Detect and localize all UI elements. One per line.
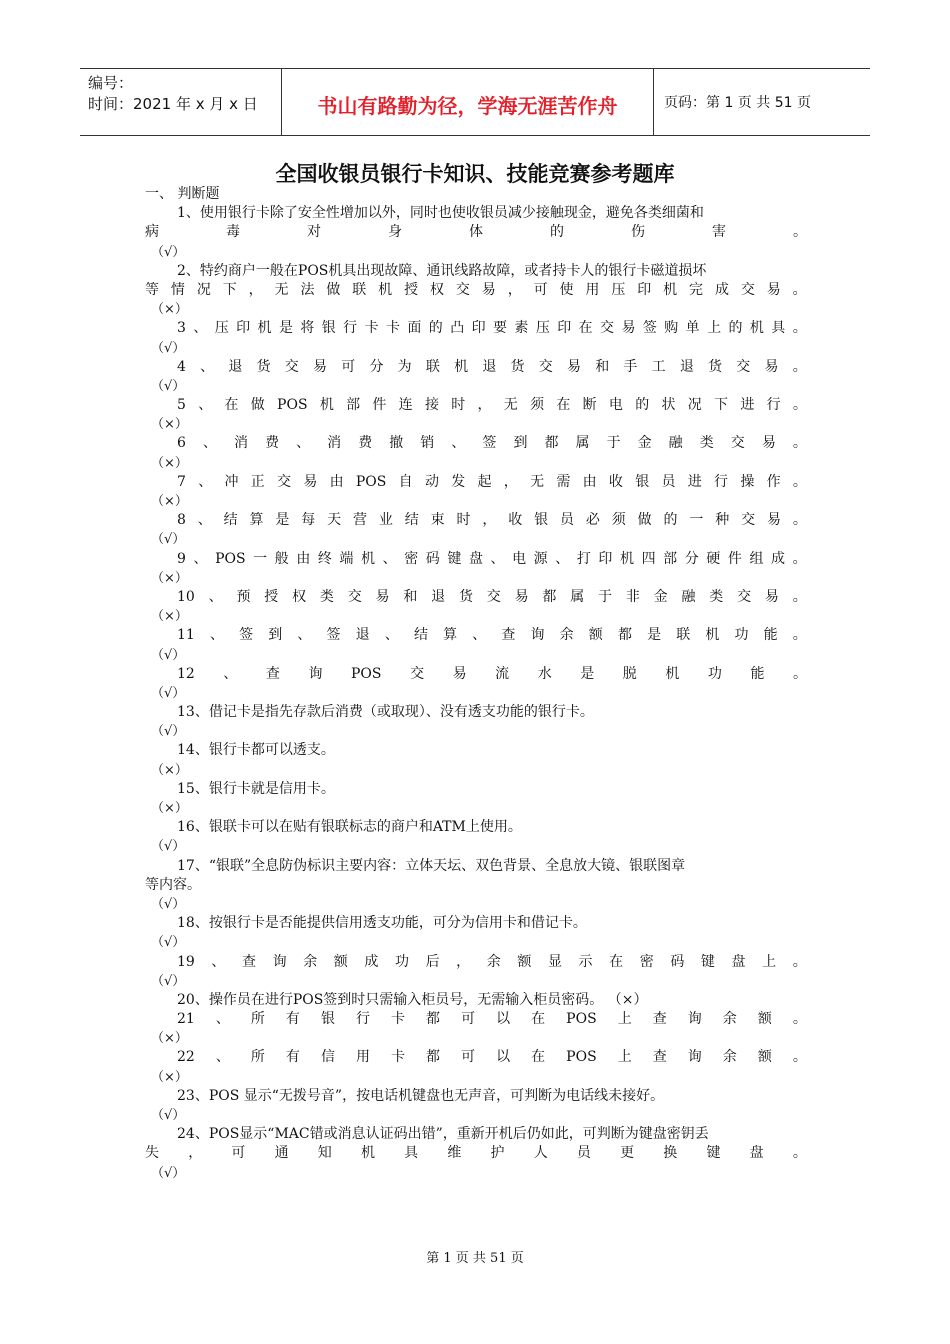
question-list [145,185,807,1183]
answer-mark: （×） [151,1069,188,1085]
header-page-info: 页码：第 1 页 共 51 页 [664,95,811,111]
answer-mark: （√） [151,896,186,912]
question-line: 19 、 查 询 余 额 成 功 后 ， 余 额 显 示 在 密 码 键 盘 上 。 [177,953,807,970]
answer-mark: （√） [151,340,186,356]
answer-mark: （√） [151,685,186,701]
answer-mark: （×） [151,455,188,471]
answer-mark: （√） [151,647,186,663]
answer-mark: （×） [151,494,188,509]
answer-mark: （√） [151,378,186,394]
question-line: 20、操作员在进行POS签到时只需输入柜员号，无需输入柜员密码。 （×） [177,991,648,1008]
question-line: 4 、 退 货 交 易 可 分 为 联 机 退 货 交 易 和 手 工 退 货 交 易 。 [177,358,807,375]
question-line: 5 、 在 做 POS 机 部 件 连 接 时 ， 无 须 在 断 电 的 状 况 下 进 行 。 [177,397,807,414]
question-line: 24、POS显示“MAC错或消息认证码出错”，重新开机后仍如此，可判断为键盘密钥丢 [177,1126,709,1143]
question-line: 18、按银行卡是否能提供信用透支功能，可分为信用卡和借记卡。 [177,915,587,932]
question-line: 21 、 所 有 银 行 卡 都 可 以 在 POS 上 查 询 余 额 。 [177,1011,807,1028]
header-meta [80,69,282,135]
answer-mark: （×） [151,609,188,625]
answer-mark: （×） [151,1031,188,1047]
answer-mark: （√） [151,973,186,989]
page-footer: 第 1 页 共 51 页 [426,1251,524,1266]
header-motto: 书山有路勤为径，学海无涯苦作舟 [282,69,654,135]
question-line: 等 情 况 下 ， 无 法 做 联 机 授 权 交 易 ， 可 使 用 压 印 机 完 成 交 易 。 [145,281,807,298]
answer-mark: （√） [151,1165,186,1181]
question-line: 7 、 冲 正 交 易 由 POS 自 动 发 起 ， 无 需 由 收 银 员 进 行 操 作 。 [177,473,807,490]
answer-mark: （√） [151,244,186,260]
header-number-label: 编号： [88,74,134,92]
question-line: 9 、 POS 一 般 由 终 端 机 、 密 码 键 盘 、 电 源 、 打 印 机 四 部 分 硬 件 组 成 。 [177,550,807,567]
answer-mark: （×） [151,762,188,778]
question-line: 等内容。 [145,876,201,893]
question-line: 22 、 所 有 信 用 卡 都 可 以 在 POS 上 查 询 余 额 。 [177,1049,807,1066]
document-header [80,68,870,136]
question-line: 3 、 压 印 机 是 将 银 行 卡 卡 面 的 凸 印 要 素 压 印 在 交 易 签 购 单 上 的 机 具 。 [177,320,807,337]
answer-mark: （√） [151,839,186,855]
question-line: 1、使用银行卡除了安全性增加以外，同时也使收银员减少接触现金，避免各类细菌和 [177,205,704,222]
question-line: 15、银行卡就是信用卡。 [177,780,335,797]
question-line: 2、特约商户一般在POS机具出现故障、通讯线路故障，或者持卡人的银行卡磁道损坏 [177,262,707,279]
question-line: 11 、 签 到 、 签 退 、 结 算 、 查 询 余 额 都 是 联 机 功 能 。 [177,627,807,644]
answer-mark: （×） [151,417,188,433]
question-line: 17、“银联”全息防伪标识主要内容：立体天坛、双色背景、全息放大镜、银联图章 [177,857,686,874]
answer-mark: （×） [151,302,188,318]
answer-mark: （√） [151,935,186,951]
page-title: 全国收银员银行卡知识、技能竞赛参考题库 [275,162,675,186]
section-heading: 一、 判断题 [145,186,220,202]
question-line: 病 毒 对 身 体 的 伤 害 。 [145,224,807,241]
question-line: 6 、 消 费 、 消 费 撤 销 、 签 到 都 属 于 金 融 类 交 易 。 [177,435,807,452]
question-line: 10 、 预 授 权 类 交 易 和 退 货 交 易 都 属 于 非 金 融 类 交 易 。 [177,588,807,605]
answer-mark: （√） [151,1108,186,1123]
question-line: 16、银联卡可以在贴有银联标志的商户和ATM上使用。 [177,819,522,836]
answer-mark: （√） [151,724,186,740]
header-time-label: 时间：2021 年 x 月 x 日 [88,95,258,113]
answer-mark: （√） [151,532,186,548]
answer-mark: （×） [151,801,188,816]
question-line: 23、POS 显示“无拨号音”，按电话机键盘也无声音，可判断为电话线未接好。 [177,1087,665,1104]
question-line: 13、借记卡是指先存款后消费（或取现）、没有透支功能的银行卡。 [177,704,594,721]
answer-mark: （×） [151,570,188,586]
question-line: 失 ， 可 通 知 机 具 维 护 人 员 更 换 键 盘 。 [145,1145,807,1162]
question-line: 8 、 结 算 是 每 天 营 业 结 束 时 ， 收 银 员 必 须 做 的 一 种 交 易 。 [177,512,807,529]
question-line: 12 、 查 询 POS 交 易 流 水 是 脱 机 功 能 。 [177,665,807,682]
question-line: 14、银行卡都可以透支。 [177,742,335,759]
